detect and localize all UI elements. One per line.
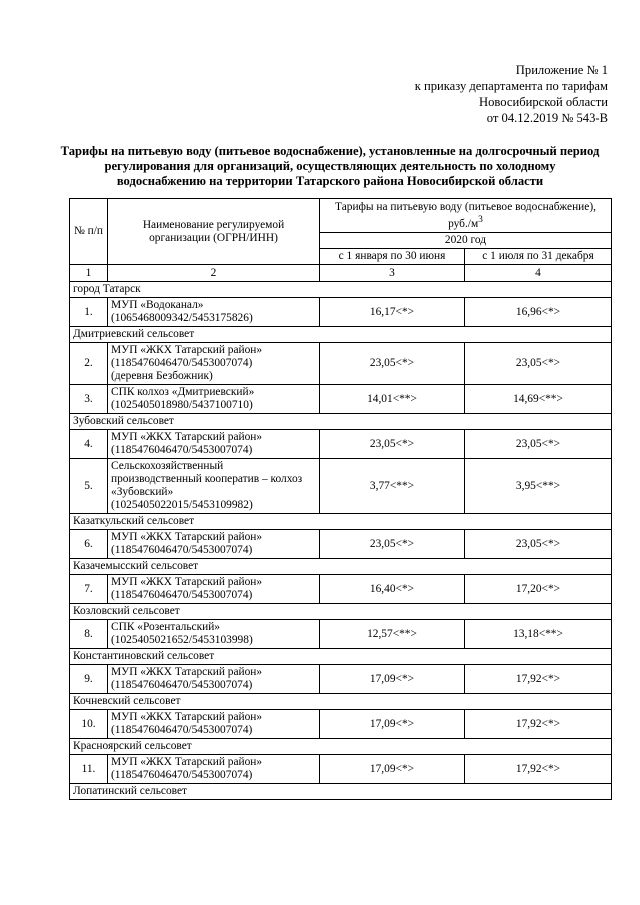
col-number-4: 4 xyxy=(465,265,612,282)
organization-cell xyxy=(108,430,320,459)
tariff-period-1: 17,09<*> xyxy=(320,710,465,739)
tariff-period-1: 14,01<**> xyxy=(320,385,465,414)
tariff-period-2: 3,95<**> xyxy=(465,459,612,514)
tariff-period-2: 13,18<**> xyxy=(465,620,612,649)
header-tariff-text: Тарифы на питьевую воду (питьевое водоснабжение), руб./м xyxy=(335,200,596,230)
appendix-line: Новосибирской области xyxy=(479,95,608,109)
organization-note: (деревня Безбожник) xyxy=(111,370,213,382)
header-year: 2020 год xyxy=(320,233,612,249)
organization-name: МУП «ЖКХ Татарский район» xyxy=(111,531,263,543)
row-number: 5. xyxy=(70,459,108,514)
organization-name: СПК колхоз «Дмитриевский» xyxy=(111,386,255,398)
section-row xyxy=(70,604,612,620)
table-row xyxy=(70,710,612,739)
section-row xyxy=(70,784,612,800)
tariff-period-2: 17,20<*> xyxy=(465,575,612,604)
organization-ids: (1025405021652/5453103998) xyxy=(111,634,253,646)
table-row xyxy=(70,385,612,414)
row-number: 4. xyxy=(70,430,108,459)
row-number: 9. xyxy=(70,665,108,694)
organization-cell xyxy=(108,343,320,385)
tariff-period-2: 23,05<*> xyxy=(465,430,612,459)
organization-cell xyxy=(108,620,320,649)
organization-ids: (1185476046470/5453007074) xyxy=(111,589,253,601)
section-row xyxy=(70,514,612,530)
organization-ids: (1025405022015/5453109982) xyxy=(111,499,253,511)
section-name: Константиновский сельсовет xyxy=(70,649,612,665)
tariff-period-1: 17,09<*> xyxy=(320,665,465,694)
col-number-1: 1 xyxy=(70,265,108,282)
row-number: 6. xyxy=(70,530,108,559)
section-row xyxy=(70,327,612,343)
tariff-period-1: 23,05<*> xyxy=(320,343,465,385)
tariff-period-1: 23,05<*> xyxy=(320,530,465,559)
organization-ids: (1185476046470/5453007074) xyxy=(111,357,253,369)
table-row xyxy=(70,459,612,514)
tariff-period-2: 14,69<**> xyxy=(465,385,612,414)
section-name: Лопатинский сельсовет xyxy=(70,784,612,800)
tariff-period-1: 23,05<*> xyxy=(320,430,465,459)
table-row xyxy=(70,298,612,327)
appendix-line: от 04.12.2019 № 543-В xyxy=(486,111,608,125)
row-number: 8. xyxy=(70,620,108,649)
organization-ids: (1185476046470/5453007074) xyxy=(111,724,253,736)
section-name: Зубовский сельсовет xyxy=(70,414,612,430)
section-row xyxy=(70,282,612,298)
tariff-period-2: 17,92<*> xyxy=(465,755,612,784)
table-row xyxy=(70,665,612,694)
tariff-period-2: 16,96<*> xyxy=(465,298,612,327)
section-row xyxy=(70,559,612,575)
section-name: Кочневский сельсовет xyxy=(70,694,612,710)
organization-cell xyxy=(108,665,320,694)
document-title: Тарифы на питьевую воду (питьевое водоснабжение), установленные на долгосрочный период регулирования для организаций, осуществляющих деятельность по холодному водоснабжению на территории Татарского района Новосибирской области xyxy=(60,144,600,188)
row-number: 1. xyxy=(70,298,108,327)
organization-ids: (1185476046470/5453007074) xyxy=(111,769,253,781)
section-name: город Татарск xyxy=(70,282,612,298)
organization-cell xyxy=(108,575,320,604)
organization-cell xyxy=(108,459,320,514)
organization-cell xyxy=(108,298,320,327)
table-row xyxy=(70,575,612,604)
tariff-period-2: 17,92<*> xyxy=(465,665,612,694)
row-number: 7. xyxy=(70,575,108,604)
organization-cell xyxy=(108,385,320,414)
header-period-2: с 1 июля по 31 декабря xyxy=(465,249,612,265)
row-number: 2. xyxy=(70,343,108,385)
table-row xyxy=(70,430,612,459)
tariff-period-1: 12,57<**> xyxy=(320,620,465,649)
tariff-period-2: 17,92<*> xyxy=(465,710,612,739)
appendix-line: к приказу департамента по тарифам xyxy=(414,79,608,93)
section-name: Козловский сельсовет xyxy=(70,604,612,620)
organization-name: МУП «ЖКХ Татарский район» xyxy=(111,576,263,588)
header-tariff-sup: 3 xyxy=(478,214,483,225)
organization-name: МУП «ЖКХ Татарский район» xyxy=(111,431,263,443)
organization-ids: (1025405018980/5437100710) xyxy=(111,399,253,411)
tariff-period-2: 23,05<*> xyxy=(465,343,612,385)
section-row xyxy=(70,739,612,755)
header-org: Наименование регулируемой организации (ОГРН/ИНН) xyxy=(108,199,320,265)
row-number: 11. xyxy=(70,755,108,784)
tariff-period-1: 16,40<*> xyxy=(320,575,465,604)
table-row xyxy=(70,343,612,385)
section-row xyxy=(70,414,612,430)
tariff-period-1: 3,77<**> xyxy=(320,459,465,514)
organization-cell xyxy=(108,755,320,784)
organization-name: МУП «ЖКХ Татарский район» xyxy=(111,344,263,356)
appendix-block xyxy=(415,62,608,126)
tariff-table xyxy=(69,198,612,800)
organization-cell xyxy=(108,710,320,739)
header-period-1: с 1 января по 30 июня xyxy=(320,249,465,265)
section-name: Казаткульский сельсовет xyxy=(70,514,612,530)
organization-name: МУП «ЖКХ Татарский район» xyxy=(111,756,263,768)
organization-name: МУП «ЖКХ Татарский район» xyxy=(111,666,263,678)
organization-ids: (1185476046470/5453007074) xyxy=(111,544,253,556)
header-tariff xyxy=(320,199,612,233)
organization-ids: (1185476046470/5453007074) xyxy=(111,444,253,456)
tariff-period-1: 17,09<*> xyxy=(320,755,465,784)
section-row xyxy=(70,694,612,710)
row-number: 10. xyxy=(70,710,108,739)
organization-name: МУП «ЖКХ Татарский район» xyxy=(111,711,263,723)
organization-name: Сельскохозяйственный производственный кооператив – колхоз «Зубовский» xyxy=(111,460,303,498)
section-name: Красноярский сельсовет xyxy=(70,739,612,755)
organization-ids: (1185476046470/5453007074) xyxy=(111,679,253,691)
tariff-period-1: 16,17<*> xyxy=(320,298,465,327)
appendix-line: Приложение № 1 xyxy=(515,63,608,77)
organization-name: МУП «Водоканал» xyxy=(111,299,204,311)
header-num: № п/п xyxy=(70,199,108,265)
section-row xyxy=(70,649,612,665)
col-number-3: 3 xyxy=(320,265,465,282)
tariff-period-2: 23,05<*> xyxy=(465,530,612,559)
organization-ids: (1065468009342/5453175826) xyxy=(111,312,253,324)
row-number: 3. xyxy=(70,385,108,414)
col-number-2: 2 xyxy=(108,265,320,282)
table-row xyxy=(70,620,612,649)
organization-cell xyxy=(108,530,320,559)
table-row xyxy=(70,530,612,559)
section-name: Казачемысский сельсовет xyxy=(70,559,612,575)
table-row xyxy=(70,755,612,784)
section-name: Дмитриевский сельсовет xyxy=(70,327,612,343)
organization-name: СПК «Розентальский» xyxy=(111,621,220,633)
